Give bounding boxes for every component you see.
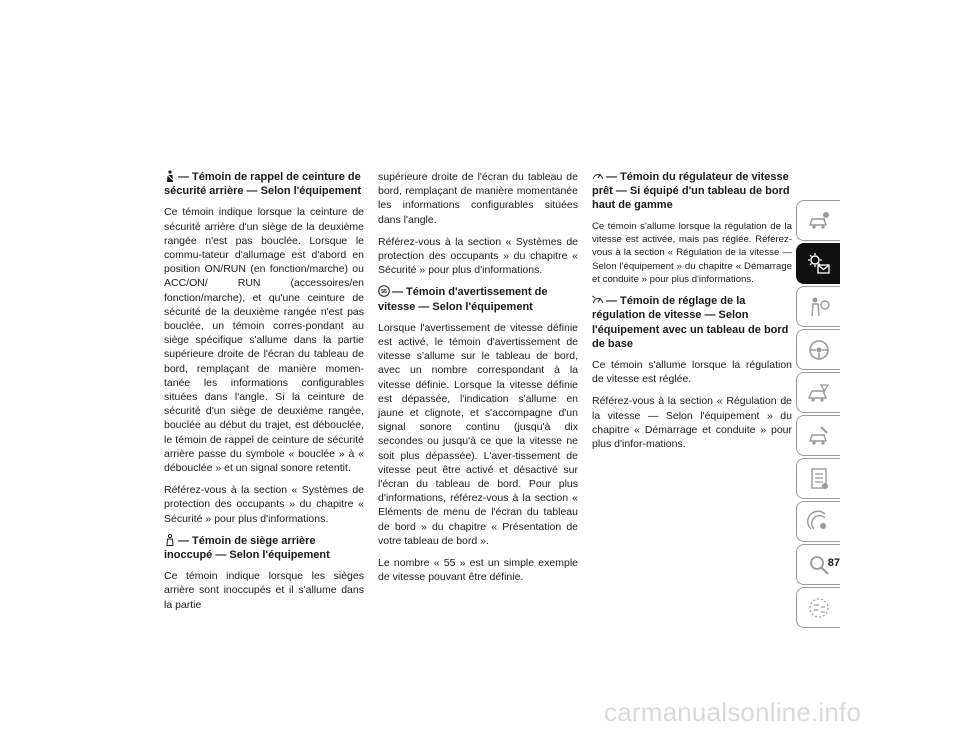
tab-safety[interactable] — [796, 286, 840, 327]
steering-wheel-icon — [806, 337, 832, 363]
column-3 — [592, 170, 792, 459]
tab-service[interactable] — [796, 415, 840, 456]
paragraph: Référez-vous à la section « Systèmes de protection des occupants » du chapitre « Sécurité » pour plus d'informations. — [378, 235, 578, 277]
page-number: 87 — [827, 557, 840, 569]
car-info-icon — [806, 208, 832, 234]
paragraph: Ce témoin s'allume lorsque la régulation de vitesse est réglée. — [592, 358, 792, 386]
paragraph: Ce témoin indique lorsque les sièges arrière sont inoccupés et il s'allume dans la partie — [164, 570, 364, 611]
column-2 — [378, 170, 578, 592]
warning-lights-icon — [806, 251, 832, 277]
tab-car-info[interactable] — [796, 200, 840, 241]
tab-warning-lights[interactable] — [796, 243, 840, 284]
tab-starting-driving[interactable] — [796, 329, 840, 370]
cruise-set-icon — [592, 294, 604, 306]
tab-languages[interactable] — [796, 587, 840, 628]
tab-emergency[interactable] — [796, 372, 840, 413]
paragraph: supérieure droite de l'écran du tableau de bord, remplaçant de manière momentanée les informations configurables situées dans l'angle. — [378, 171, 578, 226]
paragraph: Lorsque l'avertissement de vitesse définie est activé, le témoin d'avertissement de vitesse s'allume sur le tableau de bord, avec un nombre correspondant à la vitesse définie. Lorsque la vitesse définie est dépassée, l'indication s'allume en jaune et clignote, et s'accompagne d'un signal sonore continu (jusqu'à dix secondes ou jusqu'à ce que la vitesse ne soit plus dépassée). L'aver-tissement de vitesse peut être activé et désactivé sur l'écran du tableau de bord. Pour plus d'informations, référez-vous à la section « Eléments de menu de l'écran du tableau de bord » du chapitre « Présentation de votre tableau de bord ». — [378, 321, 578, 547]
seatbelt-icon — [164, 170, 176, 182]
watermark: carmanualsonline.info — [604, 697, 862, 727]
paragraph: Référez-vous à la section « Systèmes de protection des occupants » du chapitre « Sécurité » pour plus d'informations. — [164, 484, 364, 525]
speed-warning-icon — [378, 285, 390, 297]
paragraph: Ce témoin indique lorsque la ceinture de sécurité arrière d'un siège de la deuxième rangée n'est pas bouclée. Lorsque le commu-tateur d'allumage est d'abord en position ON/RUN (en fonction/marche) ou ACC/ON/ RUN (accessoires/en fonction/marche), et qu'une ceinture de sécurité de la deuxième rangée n'est pas bouclée, un témoin corres-pondant au siège spécifique s'allume dans la partie supérieure droite de l'écran du tableau de bord, remplaçant de manière momen-tanée les informations configurables situées dans l'angle. Si la ceinture de sécurité d'un siège de deuxième rangée, bouclée au début du trajet, est débouclée, le témoin de rappel de ceinture de sécurité arrière passe du symbole « bouclée » à « débouclée » et un signal sonore retentit. — [164, 206, 364, 475]
languages-icon — [806, 595, 832, 621]
heading-speed-warning: 55 — Témoin d'avertissement de vitesse — Selon l'équipement — [378, 286, 548, 313]
heading-cruise-ready: — Témoin du régulateur de vitesse prêt — Si équipé d'un tableau de bord haut de gamme — [592, 171, 790, 212]
heading-rear-belt-reminder: — Témoin de rappel de ceinture de sécurité arrière — Selon l'équipement — [164, 171, 362, 198]
paragraph: Ce témoin s'allume lorsque la régulation de la vitesse est activée, mais pas réglée. Référez-vous à la section « Régulation de la vitesse — Selon l'équipement » du chapitre « Démarrage et conduite » pour plus d'informations. — [592, 220, 792, 285]
column-1 — [164, 170, 364, 620]
service-icon — [806, 423, 832, 449]
tab-specifications[interactable] — [796, 458, 840, 499]
paragraph: Référez-vous à la section « Régulation de la vitesse — Selon l'équipement » du chapitre « Démarrage et conduite » pour plus d'infor-mations. — [592, 395, 792, 450]
empty-seat-icon — [164, 534, 176, 546]
multimedia-icon — [806, 509, 832, 535]
heading-rear-seat-unoccupied: — Témoin de siège arrière inoccupé — Selon l'équipement — [164, 534, 330, 562]
specifications-icon — [806, 466, 832, 492]
speed-value: 55 — [381, 289, 387, 296]
cruise-control-icon — [592, 170, 604, 182]
tab-multimedia[interactable] — [796, 501, 840, 542]
safety-icon — [806, 294, 832, 320]
paragraph: Le nombre « 55 » est un simple exemple de vitesse pouvant être définie. — [378, 557, 578, 584]
emergency-icon — [806, 380, 832, 406]
heading-cruise-set: — Témoin de réglage de la régulation de vitesse — Selon l'équipement avec un tableau de bord de base — [592, 295, 789, 350]
